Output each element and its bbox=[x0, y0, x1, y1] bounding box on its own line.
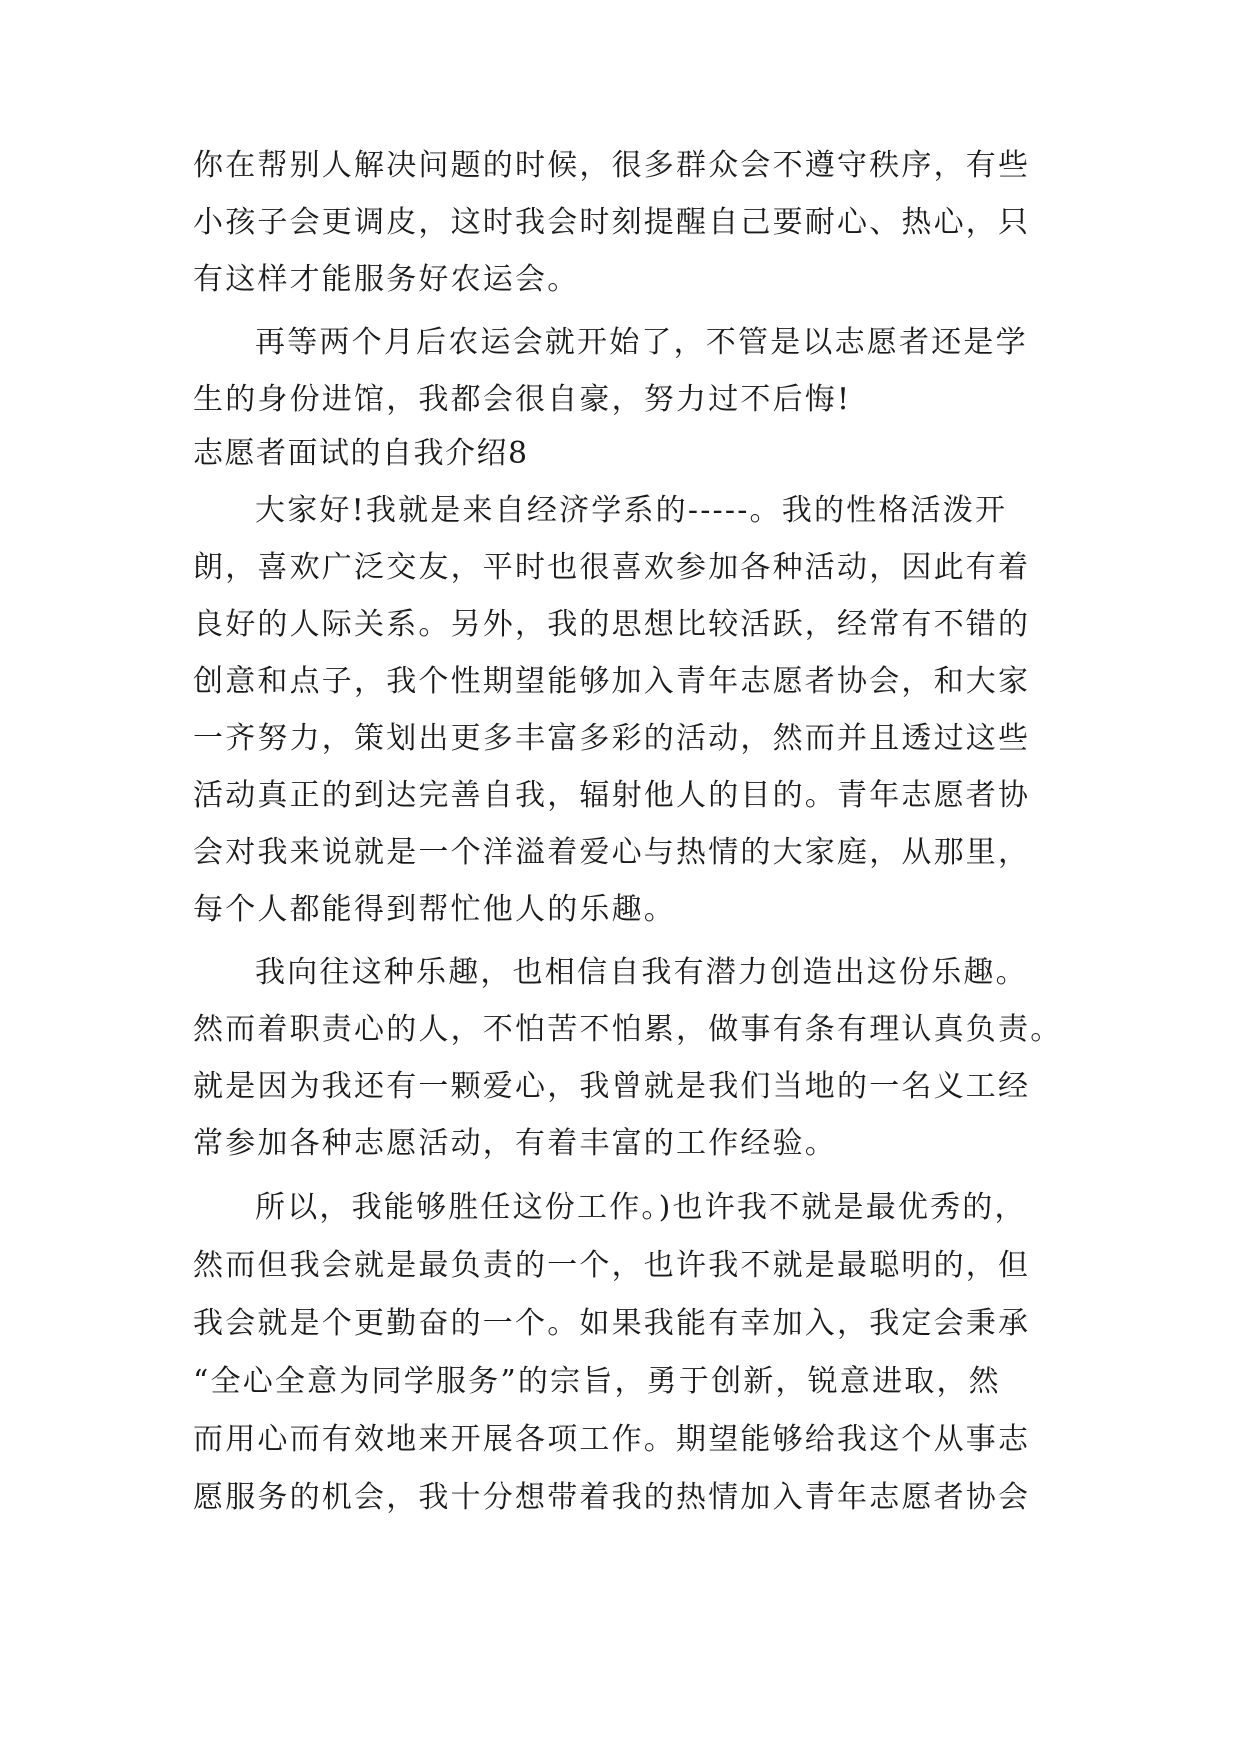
paragraph-first-line: 所以，我能够胜任这份工作。)也许我不就是最优秀的， bbox=[255, 1190, 1027, 1225]
text-line: 每个人都能得到帮忙他人的乐趣。 bbox=[193, 892, 676, 927]
text-line: “全心全意为同学服务”的宗旨，勇于创新，锐意进取，然 bbox=[193, 1364, 1001, 1399]
text-line: 就是因为我还有一颗爱心，我曾就是我们当地的一名义工经 bbox=[193, 1069, 1031, 1104]
text-line: 活动真正的到达完善自我，辐射他人的目的。青年志愿者协 bbox=[193, 778, 1031, 813]
text-line: 然而着职责心的人，不怕苦不怕累，做事有条有理认真负责。 bbox=[193, 1012, 1063, 1047]
text-line: 会对我来说就是一个洋溢着爱心与热情的大家庭，从那里， bbox=[193, 835, 1031, 870]
text-line: 朗，喜欢广泛交友，平时也很喜欢参加各种活动，因此有着 bbox=[193, 550, 1031, 585]
text-line: 而用心而有效地来开展各项工作。期望能够给我这个从事志 bbox=[193, 1422, 1031, 1457]
text-line: 你在帮别人解决问题的时候，很多群众会不遵守秩序，有些 bbox=[193, 148, 1031, 183]
text-line: 愿服务的机会，我十分想带着我的热情加入青年志愿者协会 bbox=[193, 1480, 1031, 1515]
text-line: 然而但我会就是最负责的一个，也许我不就是最聪明的，但 bbox=[193, 1248, 1031, 1283]
text-line: 有这样才能服务好农运会。 bbox=[193, 262, 580, 297]
text-line: 我会就是个更勤奋的一个。如果我能有幸加入，我定会秉承 bbox=[193, 1306, 1031, 1341]
section-heading: 志愿者面试的自我介绍8 bbox=[193, 436, 529, 471]
text-line: 良好的人际关系。另外，我的思想比较活跃，经常有不错的 bbox=[193, 607, 1031, 642]
text-line: 一齐努力，策划出更多丰富多彩的活动，然而并且透过这些 bbox=[193, 721, 1031, 756]
paragraph-first-line: 再等两个月后农运会就开始了，不管是以志愿者还是学 bbox=[255, 325, 1028, 360]
paragraph-first-line: 大家好!我就是来自经济学系的-----。我的性格活泼开 bbox=[255, 493, 1008, 528]
text-line: 常参加各种志愿活动，有着丰富的工作经验。 bbox=[193, 1126, 837, 1161]
text-line: 小孩子会更调皮，这时我会时刻提醒自己要耐心、热心，只 bbox=[193, 205, 1031, 240]
text-line: 创意和点子，我个性期望能够加入青年志愿者协会，和大家 bbox=[193, 664, 1031, 699]
paragraph-first-line: 我向往这种乐趣，也相信自我有潜力创造出这份乐趣。 bbox=[255, 955, 1028, 990]
text-line: 生的身份进馆，我都会很自豪，努力过不后悔! bbox=[193, 382, 852, 417]
